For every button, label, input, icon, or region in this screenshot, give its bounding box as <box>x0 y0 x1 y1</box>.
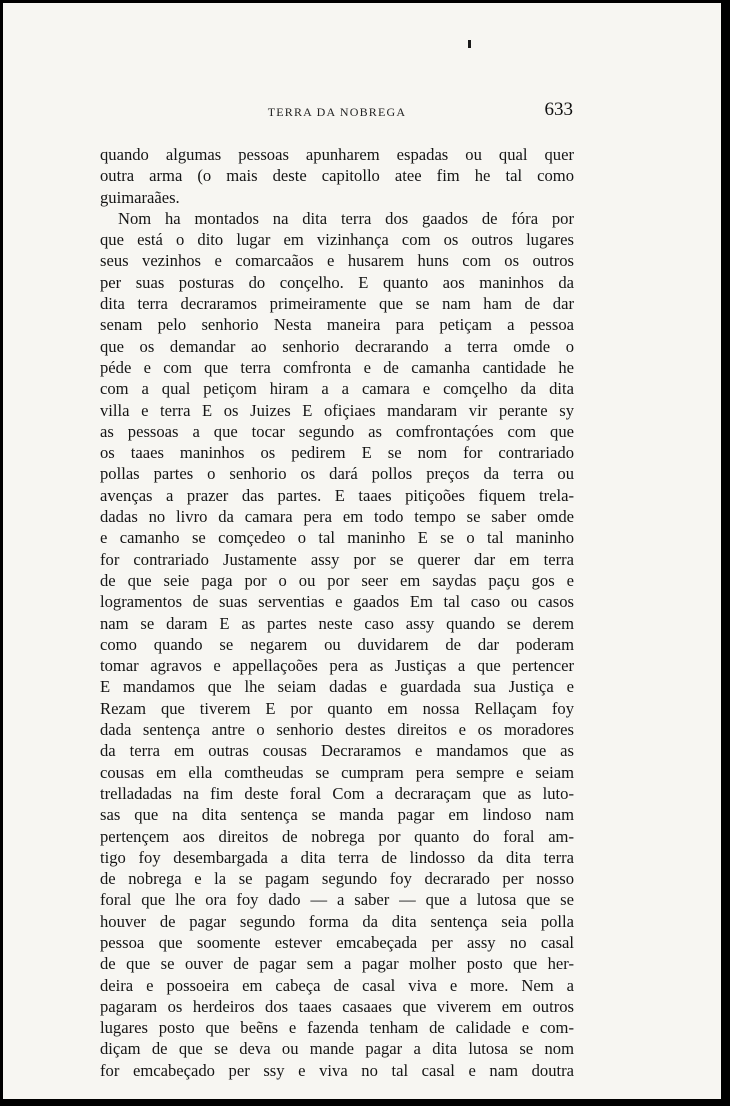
running-title: TERRA DA NOBREGA <box>267 105 407 119</box>
text-line: villa e terra E os Juizes E ofiçiaes mandaram vir perante sy <box>100 400 574 420</box>
text-line: houver de pagar segundo forma da dita sentença seia polla <box>100 911 574 931</box>
text-line: sas que na dita sentença se manda pagar em lindoso nam <box>100 805 574 825</box>
text-line: per suas posturas do conçelho. E quanto aos maninhos da <box>100 272 574 292</box>
text-line: logramentos de suas serventias e gaados Em tal caso ou casos <box>100 592 574 612</box>
text-line: que está o dito lugar em vizinhança com os outros lugares <box>100 230 574 250</box>
text-line: como quando se negarem ou duvidarem de dar poderam <box>100 634 574 654</box>
text-line: pagaram os herdeiros dos taaes casaaes que viverem em outros <box>100 996 574 1016</box>
text-line: deira e possoeira em cabeça de casal viva e more. Nem a <box>100 975 574 995</box>
text-line: de que seie paga por o ou por seer em saydas paçu gos e <box>100 570 574 590</box>
text-line: com a qual petiçom hiram a a camara e comçelho da dita <box>100 379 574 399</box>
text-line: de que se ouver de pagar sem a pagar molher posto que her- <box>100 954 574 974</box>
book-page <box>3 3 721 1099</box>
text-line: foral que lhe ora foy dado — a saber — que a lutosa que se <box>100 890 574 910</box>
printer-mark <box>468 40 471 48</box>
text-line: tomar agravos e appellaçoões pera as Justiças a que pertencer <box>100 656 574 676</box>
page-number: 633 <box>544 99 573 120</box>
text-line: Rezam que tiverem E por quanto em nossa Rellaçam foy <box>100 698 574 718</box>
text-line: avenças a prazer das partes. E taaes pitiçoões fiquem trela- <box>100 485 574 505</box>
text-line: dada sentença antre o senhorio destes direitos e os moradores <box>100 720 574 740</box>
text-line: for emcabeçado per ssy e viva no tal casal e nam doutra <box>100 1060 574 1080</box>
text-line: da terra em outras cousas Decraramos e mandamos que as <box>100 741 574 761</box>
text-line: que os demandar ao senhorio decrarando a terra omde o <box>100 336 574 356</box>
text-line: péde e com que terra comfronta e de camanha cantidade he <box>100 357 574 377</box>
text-line: lugares posto que beẽns e fazenda tenham de calidade e com- <box>100 1018 574 1038</box>
text-line: dadas no livro da camara pera em todo tempo se saber omde <box>100 507 574 527</box>
text-line: Nom ha montados na dita terra dos gaados de fóra por <box>118 208 574 228</box>
body-text <box>100 144 574 1081</box>
text-line: as pessoas a que tocar segundo as comfrontaçóes com que <box>100 421 574 441</box>
text-line: seus vezinhos e comarcaãos e husarem huns com os outros <box>100 251 574 271</box>
text-line: pertençem aos direitos de nobrega por quanto do foral am- <box>100 826 574 846</box>
text-line: trelladadas na fim deste foral Com a decraraçam que as luto- <box>100 783 574 803</box>
page-header <box>101 99 573 127</box>
text-line: dita terra decraramos primeiramente que se nam ham de dar <box>100 294 574 314</box>
text-line: de nobrega e la se pagam segundo foy decrarado per nosso <box>100 869 574 889</box>
text-line: quando algumas pessoas apunharem espadas ou qual quer <box>100 145 574 164</box>
text-line: outra arma (o mais deste capitollo atee fim he tal como <box>100 166 574 186</box>
text-line: diçam de que se deva ou mande pagar a dita lutosa se nom <box>100 1039 574 1059</box>
text-line: for contrariado Justamente assy por se querer dar em terra <box>100 549 574 569</box>
text-line: pollas partes o senhorio os dará pollos preços da terra ou <box>100 464 574 484</box>
text-line: nam se daram E as partes neste caso assy quando se derem <box>100 613 574 633</box>
text-line: cousas em ella comtheudas se cumpram pera sempre e seiam <box>100 762 574 782</box>
text-line: e camanho se comçedeo o tal maninho E se o tal maninho <box>100 528 574 548</box>
text-line: pessoa que soomente estever emcabeçada per assy no casal <box>100 932 574 952</box>
text-line: guimaraães. <box>100 187 180 207</box>
text-line: tigo foy desembargada a dita terra de lindosso da dita terra <box>100 847 574 867</box>
text-line: os taaes maninhos os pedirem E se nom for contrariado <box>100 443 574 463</box>
text-line: senam pelo senhorio Nesta maneira para petiçam a pessoa <box>100 315 574 335</box>
text-line: E mandamos que lhe seiam dadas e guardada sua Justiça e <box>100 677 574 697</box>
